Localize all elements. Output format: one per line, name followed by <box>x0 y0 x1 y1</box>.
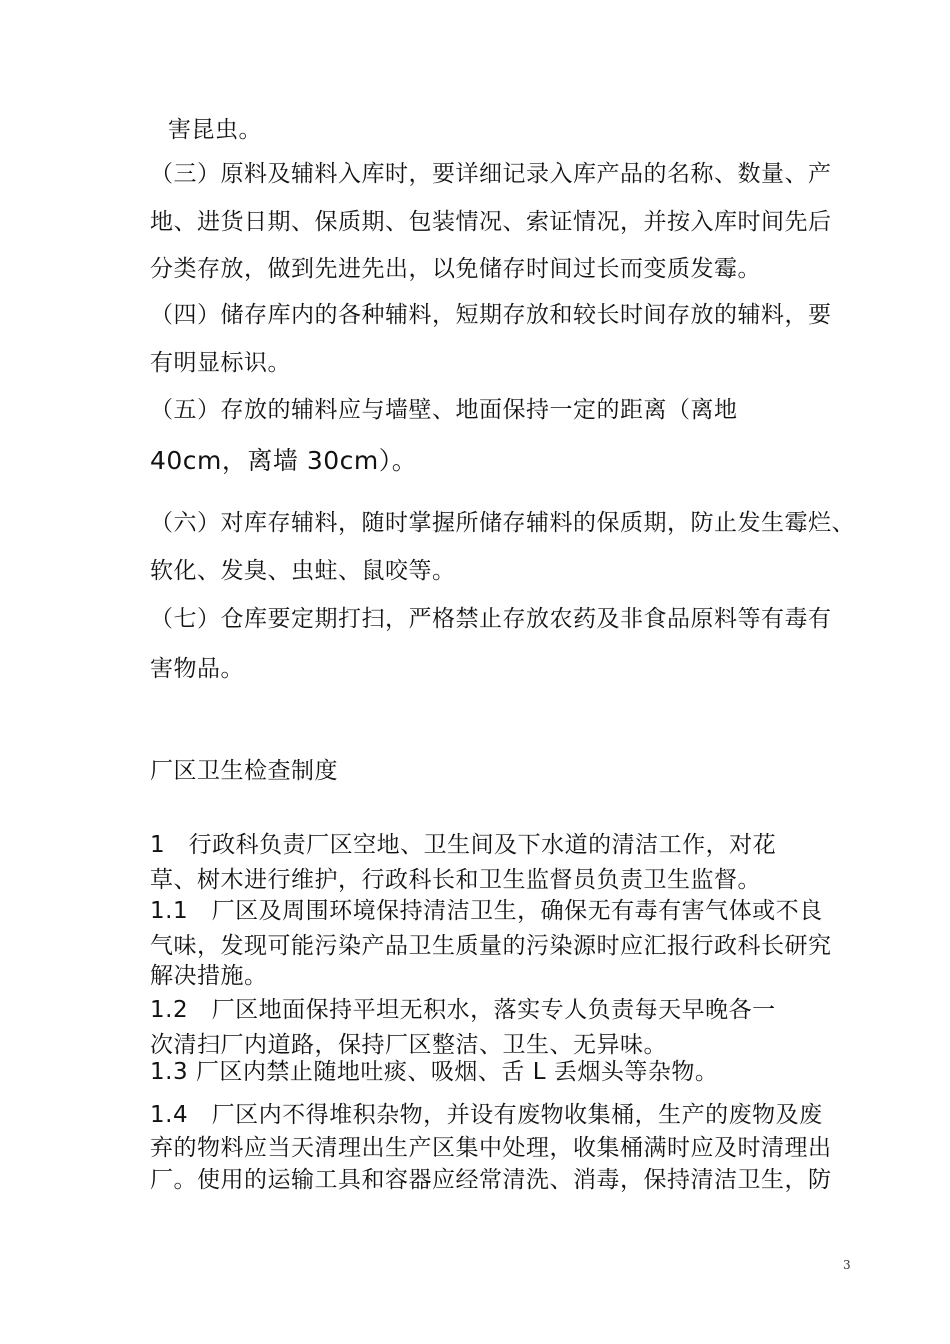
text-line: 地、进货日期、保质期、包装情况、索证情况，并按入库时间先后 <box>150 209 832 235</box>
text-line: 次清扫厂内道路，保持厂区整洁、卫生、无异味。 <box>150 1032 667 1058</box>
text-line: 气味，发现可能污染产品卫生质量的污染源时应汇报行政科长研究 <box>150 933 832 959</box>
text-line: （三）原料及辅料入库时，要详细记录入库产品的名称、数量、产 <box>150 161 832 187</box>
text-line: （四）储存库内的各种辅料，短期存放和较长时间存放的辅料，要 <box>150 302 832 328</box>
text-line: 分类存放，做到先进先出，以免储存时间过长而变质发霉。 <box>150 256 761 282</box>
text-line: 1 行政科负责厂区空地、卫生间及下水道的清洁工作，对花 <box>150 832 777 858</box>
text-line: （七）仓库要定期打扫，严格禁止存放农药及非食品原料等有毒有 <box>150 606 832 632</box>
text-line: 1.1 厂区及周围环境保持清洁卫生，确保无有毒有害气体或不良 <box>150 898 823 924</box>
text-line: 1.3 厂区内禁止随地吐痰、吸烟、舌 L 丢烟头等杂物。 <box>150 1059 719 1085</box>
text-line: 软化、发臭、虫蛀、鼠咬等。 <box>150 558 456 584</box>
text-line: 害物品。 <box>150 656 244 682</box>
text-line: 草、树木进行维护，行政科长和卫生监督员负责卫生监督。 <box>150 867 761 893</box>
text-line: 有明显标识。 <box>150 350 291 376</box>
page-number: 3 <box>843 1258 851 1272</box>
text-line: 1.4 厂区内不得堆积杂物，并设有废物收集桶，生产的废物及废 <box>150 1102 823 1128</box>
text-line: 解决措施。 <box>150 963 268 989</box>
text-line: 弃的物料应当天清理出生产区集中处理，收集桶满时应及时清理出 <box>150 1135 832 1161</box>
text-line: （五）存放的辅料应与墙壁、地面保持一定的距离（离地 <box>150 397 738 423</box>
text-line: 厂。使用的运输工具和容器应经常清洗、消毒，保持清洁卫生，防 <box>150 1167 832 1193</box>
text-line: （六）对库存辅料，随时掌握所储存辅料的保质期，防止发生霉烂、 <box>150 510 855 536</box>
text-line: 害昆虫。 <box>168 117 262 143</box>
text-line: 1.2 厂区地面保持平坦无积水，落实专人负责每天早晚各一 <box>150 997 776 1023</box>
text-line: 40cm，离墙 30cm）。 <box>150 446 418 475</box>
section-heading: 厂区卫生检查制度 <box>150 758 338 784</box>
